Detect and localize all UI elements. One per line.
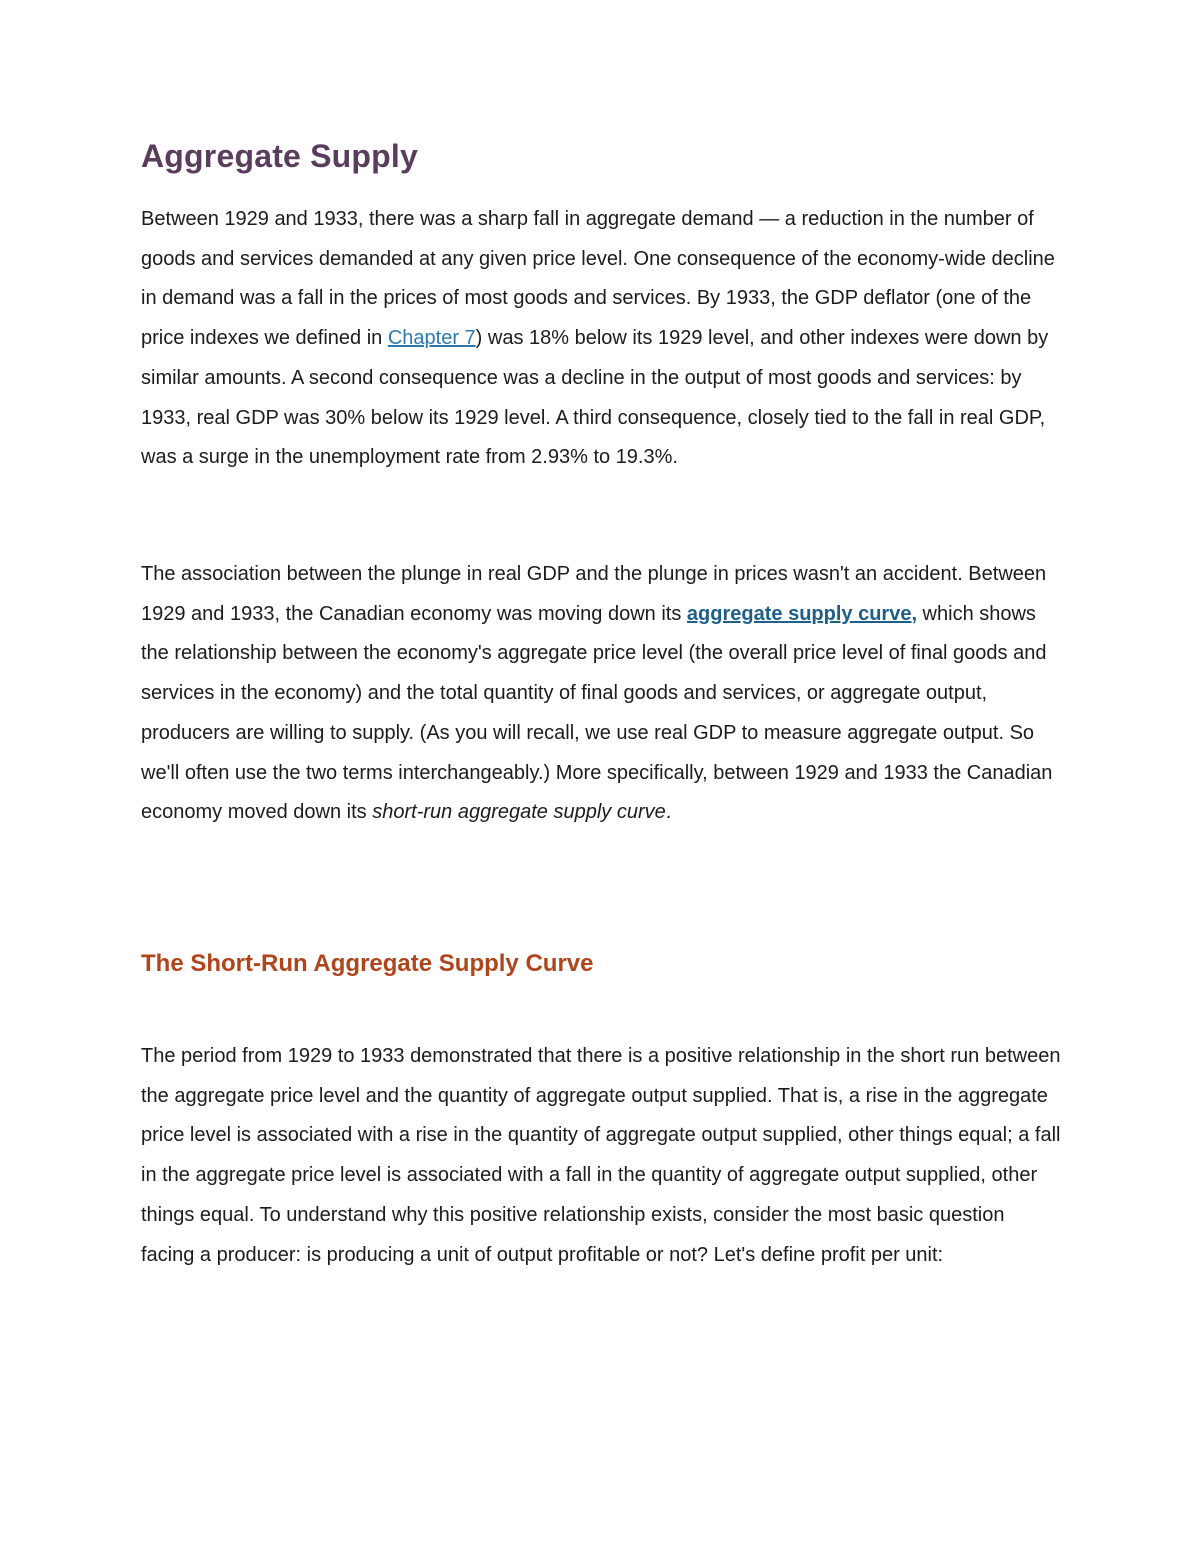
- paragraph-text: .: [665, 801, 672, 824]
- paragraph-text: ) was 18% below its 1929 level, and other indexes were down by similar amounts. A second consequence was a decline in the output of most goods and services: by 1933, real GDP was 30% below its 1929 level. A third consequence, closely tied to the fall in real GDP, was a surge in the unemployment rate from 2.93% to 19.3%.: [141, 327, 1049, 469]
- paragraph-text: Between 1929 and 1933, there was a sharp fall in aggregate demand — a reduction in the number of goods and services demanded at any given price level. One consequence of the economy-wide decline in demand was a fall in the prices of most goods and services. By 1933, the GDP deflator (one of the price indexes we defined in: [141, 208, 1055, 350]
- paragraph-text: The association between the plunge in real GDP and the plunge in prices wasn't an accident. Between 1929 and 1933, the Canadian economy was moving down its: [141, 563, 1047, 625]
- paragraph-text: which shows the relationship between the economy's aggregate price level (the overall price level of final goods and services in the economy) and the total quantity of final goods and services, or aggregate output, producers are willing to supply. (As you will recall, we use real GDP to measure aggregate output. So we'll often use the two terms interchangeably.) More specifically, between 1929 and 1933 the Canadian economy moved down its: [141, 602, 1053, 824]
- short-run-aggregate-supply-curve-emphasis: short-run aggregate supply curve: [372, 801, 666, 824]
- page-title: Aggregate Supply: [141, 138, 419, 174]
- section-heading: The Short-Run Aggregate Supply Curve: [141, 950, 594, 977]
- chapter-7-link[interactable]: Chapter 7: [387, 327, 476, 350]
- aggregate-supply-curve-term-link[interactable]: aggregate supply curve,: [686, 602, 917, 625]
- paragraph-short-run-relationship: The period from 1929 to 1933 demonstrated that there is a positive relationship in the short run between the aggregate price level and the quantity of aggregate output supplied. That is, a rise in the aggregate price level is associated with a rise in the quantity of aggregate output supplied, other things equal; a fall in the aggregate price level is associated with a fall in the quantity of aggregate output supplied, other things equal. To understand why this positive relationship exists, consider the most basic question facing a producer: is producing a unit of output profitable or not? Let's define profit per unit:: [141, 1045, 1061, 1266]
- paragraph-aggregate-supply-curve: [141, 555, 1061, 833]
- paragraph-aggregate-demand-fall: [141, 200, 1061, 478]
